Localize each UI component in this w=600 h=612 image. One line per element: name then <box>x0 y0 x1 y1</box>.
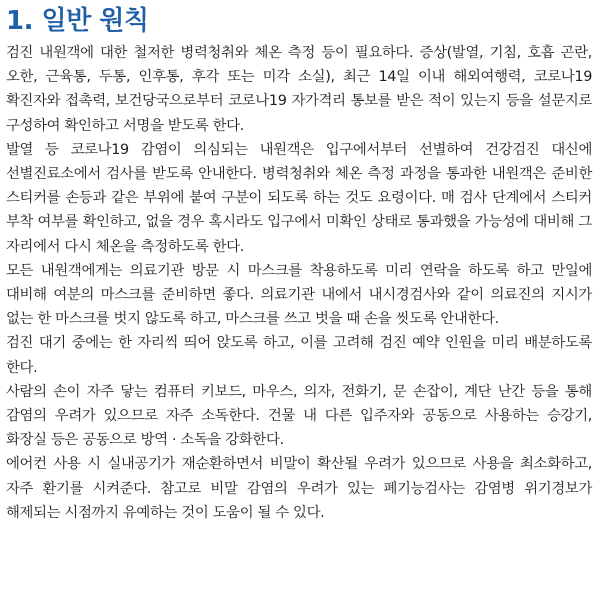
paragraph-suspected-case-triage: 발열 등 코로나19 감염이 의심되는 내원객은 입구에서부터 선별하여 건강검진 대신에 선별진료소에서 검사를 받도록 안내한다. 병력청취와 체온 측정 과정을 통과한 내원객은 준비한 스티커를 손등과 같은 부위에 붙여 구분이 되도록 하는 것도 요령이다. 매 검사 단계에서 스티커 부착 여부를 확인하고, 없을 경우 혹시라도 입구에서 미확인 상태로 통과했을 가능성에 대비해 그 자리에서 다시 체온을 측정하도록 한다. <box>6 141 592 255</box>
paragraph-ventilation: 에어컨 사용 시 실내공기가 재순환하면서 비말이 확산될 우려가 있으므로 사용을 최소화하고, 자주 환기를 시켜준다. 참고로 비말 감염의 우려가 있는 폐기능검사는 감염병 위기경보가 해제되는 시점까지 유예하는 것이 도움이 될 수 있다. <box>6 456 592 521</box>
paragraph-mask-policy: 모든 내원객에게는 의료기관 방문 시 마스크를 착용하도록 미리 연락을 하도록 하고 만일에 대비해 여분의 마스크를 준비하면 좋다. 의료기관 내에서 내시경검사와 같이 의료진의 지시가 없는 한 마스크를 벗지 않도록 하고, 마스크를 쓰고 벗을 때 손을 씻도록 안내한다. <box>6 262 592 328</box>
paragraph-waiting-distance: 검진 대기 중에는 한 자리씩 띄어 앉도록 하고, 이를 고려해 검진 예약 인원을 미리 배분하도록 한다. <box>6 335 592 376</box>
paragraph-screening-questionnaire: 검진 내원객에 대한 철저한 병력청취와 체온 측정 등이 필요하다. 증상(발열, 기침, 호흡 곤란, 오한, 근육통, 두통, 인후통, 후각 또는 미각 소실), 최근 14일 이내 해외여행력, 코로나19 확진자와 접촉력, 보건당국으로부터 코로나19 자가격리 통보를 받은 적이 있는지 등을 설문지로 구성하여 확인하고 서명을 받도록 한다. <box>6 45 592 134</box>
section-heading: 1. 일반 원칙 <box>6 6 149 36</box>
paragraph-disinfection: 사람의 손이 자주 닿는 컴퓨터 키보드, 마우스, 의자, 전화기, 문 손잡이, 계단 난간 등을 통해 감염의 우려가 있으므로 자주 소독한다. 건물 내 다른 입주자와 공동으로 사용하는 승강기, 화장실 등은 공동으로 방역 · 소독을 강화한다. <box>6 383 592 449</box>
